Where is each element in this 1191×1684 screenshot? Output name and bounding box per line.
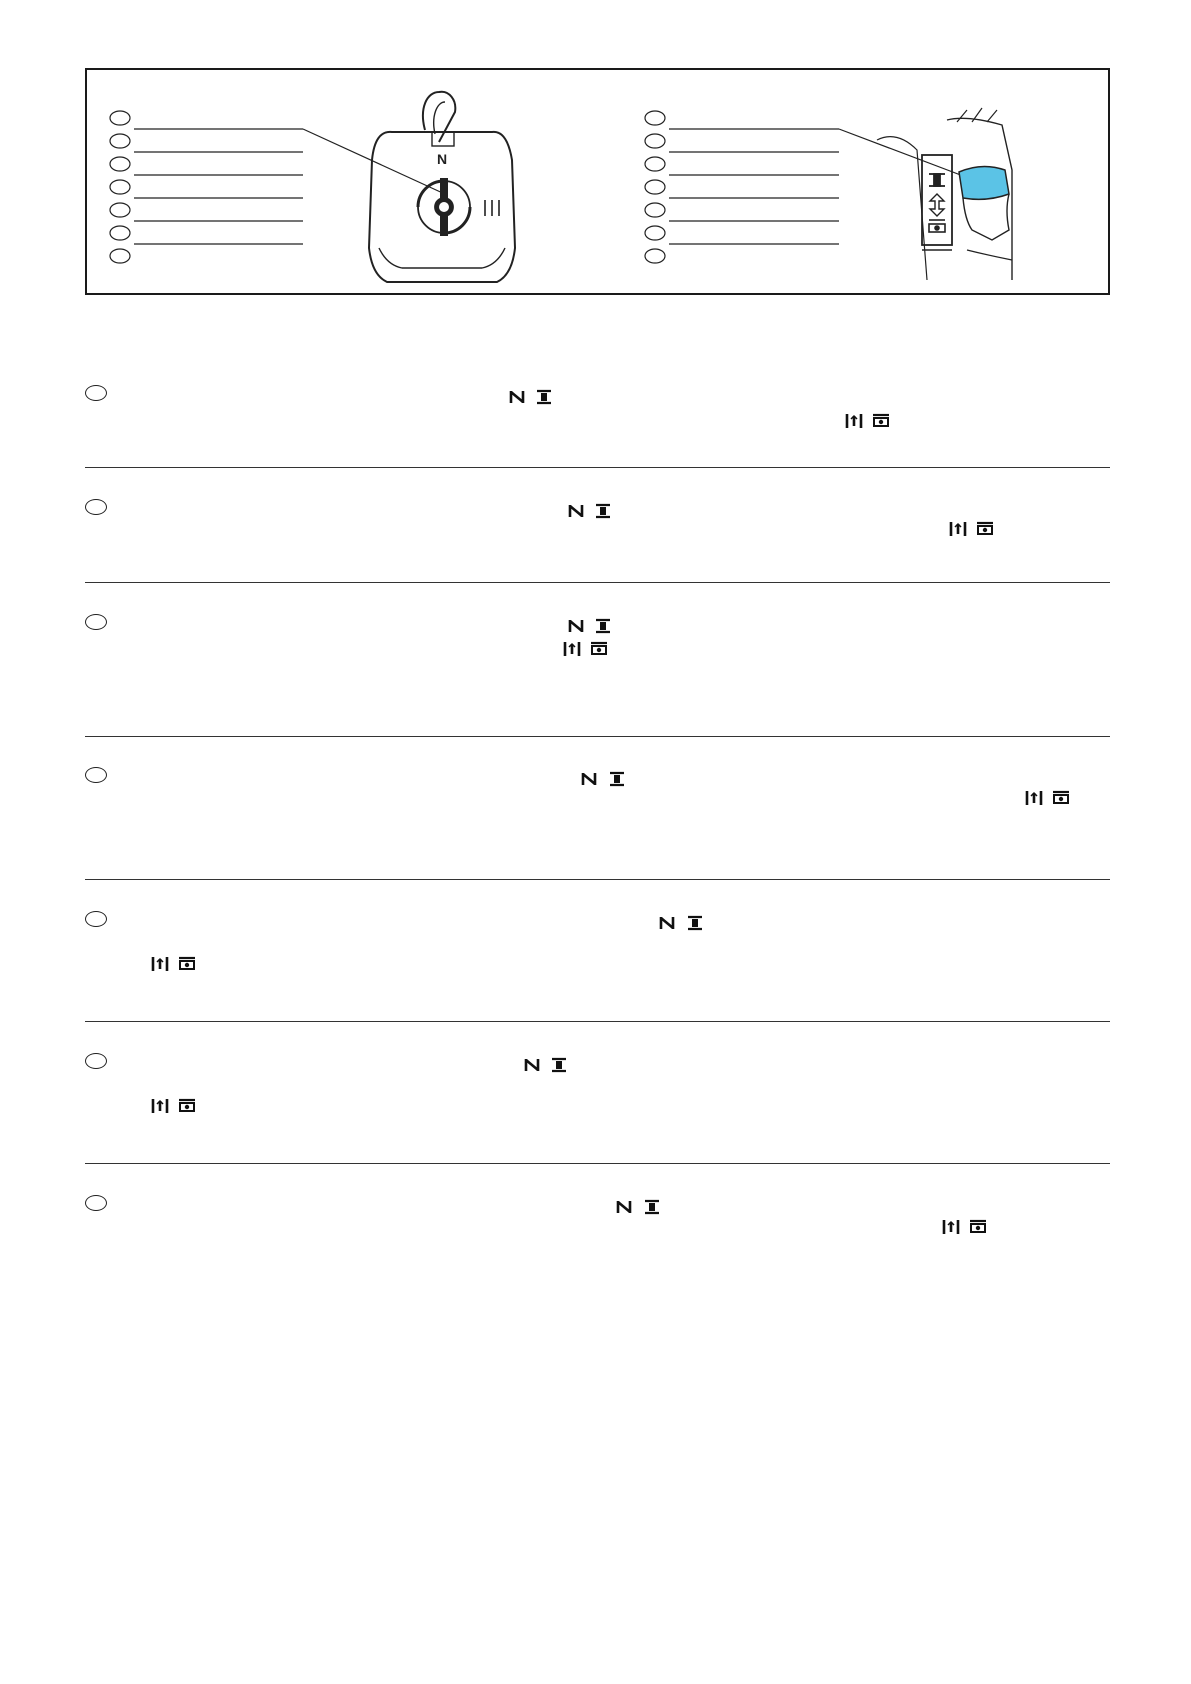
highlighted-slider xyxy=(959,166,1009,199)
callout-circle xyxy=(110,226,130,240)
language-marker xyxy=(85,767,107,783)
vibration-icon xyxy=(942,1219,960,1235)
section-divider xyxy=(85,467,1110,468)
section-divider xyxy=(85,736,1110,737)
callout-circle xyxy=(645,134,665,148)
drill-mode-icon xyxy=(970,1219,986,1235)
callout-circle xyxy=(110,134,130,148)
drill-mode-icon xyxy=(179,956,195,972)
callout-circle xyxy=(645,157,665,171)
instruction-section-5 xyxy=(85,909,1110,979)
neutral-n-icon xyxy=(509,389,525,405)
right-callout-group xyxy=(645,111,987,263)
section-divider xyxy=(85,1021,1110,1022)
rotation-stop-icon xyxy=(551,1057,567,1073)
callout-circle xyxy=(645,226,665,240)
language-marker xyxy=(85,911,107,927)
neutral-n-icon xyxy=(581,771,597,787)
rotation-stop-icon xyxy=(687,915,703,931)
callout-circle xyxy=(645,180,665,194)
vibration-icon xyxy=(949,521,967,537)
instruction-section-1 xyxy=(85,383,1110,443)
vibration-icon xyxy=(845,413,863,429)
instruction-section-3 xyxy=(85,612,1110,692)
section-divider xyxy=(85,582,1110,583)
drill-mode-icon xyxy=(179,1098,195,1114)
callout-circle xyxy=(645,111,665,125)
rotation-stop-icon xyxy=(644,1199,660,1215)
vibration-icon xyxy=(1025,790,1043,806)
language-marker xyxy=(85,1195,107,1211)
neutral-n-icon xyxy=(568,503,584,519)
neutral-n-icon xyxy=(659,915,675,931)
callout-circle xyxy=(645,249,665,263)
vibration-icon xyxy=(563,641,581,657)
instruction-section-6 xyxy=(85,1051,1110,1121)
callout-circle xyxy=(110,111,130,125)
instruction-section-7 xyxy=(85,1193,1110,1253)
slider-mode-switch xyxy=(877,108,1012,280)
illustration-frame xyxy=(85,68,1110,295)
rotary-mode-switch xyxy=(369,92,515,282)
neutral-n-icon xyxy=(524,1057,540,1073)
callout-circle xyxy=(110,157,130,171)
vibration-icon xyxy=(151,1098,169,1114)
callout-circle xyxy=(110,249,130,263)
rotation-stop-icon xyxy=(536,389,552,405)
mode-switch-illustration xyxy=(87,70,1112,297)
callout-circle xyxy=(110,203,130,217)
rotation-stop-icon xyxy=(595,618,611,634)
callout-circle xyxy=(110,180,130,194)
drill-mode-icon xyxy=(591,641,607,657)
drill-mode-icon xyxy=(1053,790,1069,806)
drill-mode-icon xyxy=(873,413,889,429)
section-divider xyxy=(85,1163,1110,1164)
section-divider xyxy=(85,879,1110,880)
instruction-section-4 xyxy=(85,765,1110,825)
instruction-section-2 xyxy=(85,497,1110,557)
vibration-icon xyxy=(151,956,169,972)
language-marker xyxy=(85,1053,107,1069)
callout-circle xyxy=(645,203,665,217)
drill-mode-icon xyxy=(977,521,993,537)
rotation-stop-icon xyxy=(609,771,625,787)
rotation-stop-icon xyxy=(595,503,611,519)
language-marker xyxy=(85,614,107,630)
neutral-n-icon xyxy=(616,1199,632,1215)
language-marker xyxy=(85,499,107,515)
neutral-n-icon xyxy=(568,618,584,634)
svg-text:N: N xyxy=(437,151,448,167)
left-callout-group xyxy=(110,111,447,263)
language-marker xyxy=(85,385,107,401)
